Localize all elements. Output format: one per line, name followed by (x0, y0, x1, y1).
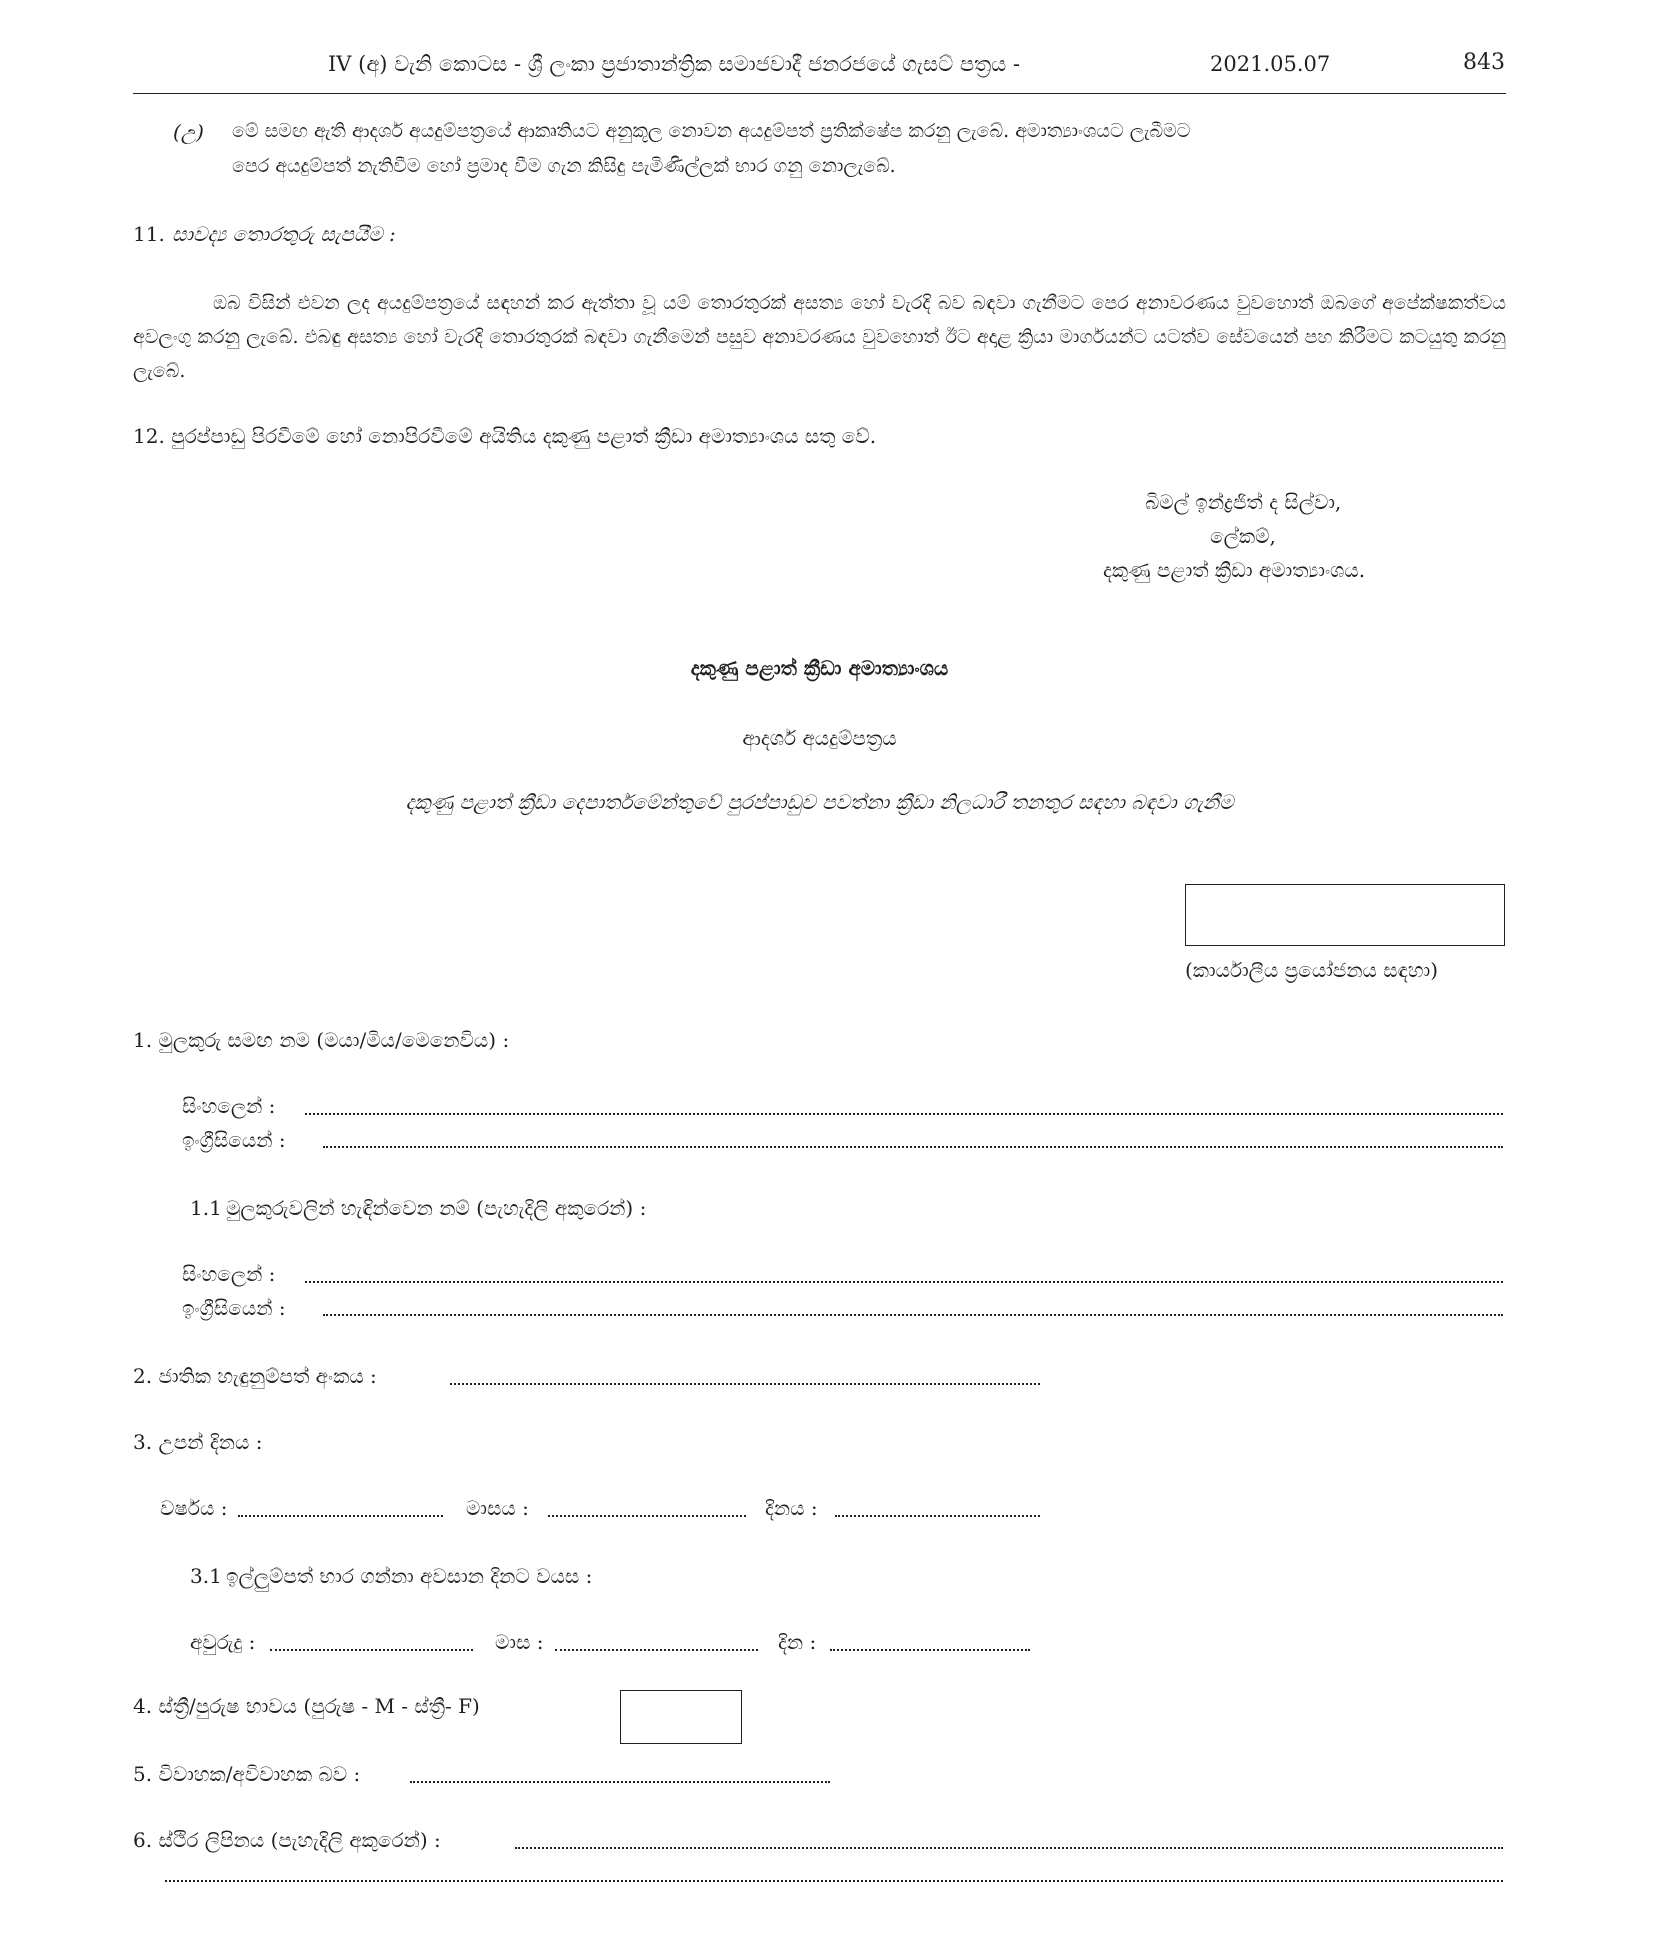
years-label: අවුරුදු : (190, 1630, 256, 1654)
office-use-label: (කාර්යාලීය ප්‍රයෝජනය සඳහා) (1185, 958, 1439, 982)
marital-status-field[interactable] (410, 1781, 830, 1783)
header-date: 2021.05.07 (1210, 52, 1331, 76)
clause-line-2: පෙර අයදුම්පත් නැතිවීම හෝ ප්‍රමාද වීම ගැන කිසිදු පැමිණිල්ලක් භාර ගනු නොලැබේ. (232, 155, 896, 177)
q1-english-field[interactable] (323, 1146, 1503, 1148)
days-label: දින : (778, 1630, 817, 1654)
section-12: 12. පුරප්පාඩු පිරවීමේ හෝ නොපිරවීමේ අයිතිය දකුණු පළාත් ක්‍රීඩා අමාත්‍යාංශය සතු වේ. (133, 424, 877, 448)
q1-sinhala-label: සිංහලෙන් : (182, 1094, 276, 1118)
form-subtitle: දකුණු පළාත් ක්‍රීඩා දෙපාර්තමේන්තුවේ පුරප්පාඩුව පවත්නා ක්‍රීඩා නිලධාරී තනතුර සඳහා බඳවා ගැනීම (405, 790, 1234, 814)
q1-label: 1. මුලකුරු සමඟ නම (මයා/මිය/මෙනෙවිය) : (133, 1028, 510, 1052)
month-label: මාසය : (466, 1496, 529, 1520)
form-title: ආදර්ශ අයදුම්පත්‍රය (742, 726, 897, 750)
age-years-field[interactable] (270, 1649, 473, 1651)
day-label: දිනය : (765, 1496, 818, 1520)
q1-1-sinhala-field[interactable] (305, 1281, 1503, 1283)
office-use-box[interactable] (1185, 884, 1505, 946)
birth-day-field[interactable] (835, 1515, 1040, 1517)
section-11-body: ඔබ විසින් එවන ලද අයදුම්පත්‍රයේ සඳහන් කර ඇත්තා වූ යම් තොරතුරක් අසත්‍ය හෝ වැරදි බව බඳවා ගැනීමට පෙර අනාවරණය වුවහොත් ඔබගේ අපේක්ෂකත්වය අවලංගු කරනු ලැබේ. එබඳු අසත්‍ය හෝ වැරදි තොරතුරක් බඳවා ගැනීමෙන් පසුව අනාවරණය වුවහොත් ඊට අදාළ ක්‍රියා මාර්ගයන්ට යටත්ව සේවයෙන් පහ කිරීමට කටයුතු කරනු ලැබේ. (133, 292, 1506, 382)
q3-label: 3. උපන් දිනය : (133, 1430, 263, 1454)
q3-1-label: ඉල්ලුම්පත් භාර ගන්නා අවසාන දිනට වයස : (226, 1564, 593, 1588)
q5-label: 5. විවාහක/අවිවාහක බව : (133, 1762, 361, 1786)
q1-1-label: මුලකුරුවලින් හැඳින්වෙන නම් (පැහැදිලි අකුරෙන්) : (226, 1196, 647, 1220)
q1-english-label: ඉංග්‍රීසියෙන් : (182, 1128, 286, 1152)
signatory-name: බිමල් ඉන්ද්‍රජිත් ද සිල්වා, (1145, 490, 1342, 514)
address-field-line-1[interactable] (515, 1847, 1503, 1849)
q1-1-english-field[interactable] (323, 1314, 1503, 1316)
birth-month-field[interactable] (548, 1515, 746, 1517)
q1-sinhala-field[interactable] (305, 1113, 1503, 1115)
q2-label: 2. ජාතික හැඳුනුම්පත් අංකය : (133, 1364, 377, 1388)
form-ministry: දකුණු පළාත් ක්‍රීඩා අමාත්‍යාංශය (690, 656, 949, 680)
section-11-number: 11. (133, 222, 165, 246)
q3-1-number: 3.1 (190, 1564, 222, 1588)
clause-line-1: මේ සමඟ ඇති ආදර්ශ අයදුම්පත්‍රයේ ආකෘතියට අනුකූල නොවන අයදුම්පත් ප්‍රතික්ෂේප කරනු ලැබේ. අමාත්‍යාංශයට ලැබීමට (232, 120, 1191, 142)
q1-1-sinhala-label: සිංහලෙන් : (182, 1262, 276, 1286)
birth-year-field[interactable] (238, 1515, 443, 1517)
section-11-heading: සාවද්‍ය තොරතුරු සැපයීම : (172, 222, 396, 246)
months-label: මාස : (495, 1630, 544, 1654)
page-number: 843 (1463, 50, 1505, 75)
year-label: වර්ෂය : (160, 1496, 228, 1520)
header-rule (133, 93, 1506, 94)
q6-label: 6. ස්ථිර ලිපිනය (පැහැදිලි අකුරෙන්) : (133, 1828, 441, 1852)
nic-number-field[interactable] (450, 1383, 1040, 1385)
clause-marker: (උ) (173, 120, 204, 144)
address-field-line-2[interactable] (165, 1880, 1503, 1882)
signatory-title: ලේකම්, (1210, 524, 1276, 548)
gender-box[interactable] (620, 1690, 742, 1744)
signatory-office: දකුණු පළාත් ක්‍රීඩා අමාත්‍යාංශය. (1103, 558, 1366, 582)
running-title: IV (අ) වැනි කොටස - ශ්‍රී ලංකා ප්‍රජාතාන්ත්‍රික සමාජවාදී ජනරජයේ ගැසට් පත්‍රය - (328, 52, 1021, 76)
age-months-field[interactable] (555, 1649, 758, 1651)
q1-1-english-label: ඉංග්‍රීසියෙන් : (182, 1296, 286, 1320)
age-days-field[interactable] (830, 1649, 1030, 1651)
q1-1-number: 1.1 (190, 1196, 222, 1220)
q4-label: 4. ස්ත්‍රී/පුරුෂ භාවය (පුරුෂ - M - ස්ත්‍රී- F) (133, 1694, 480, 1718)
